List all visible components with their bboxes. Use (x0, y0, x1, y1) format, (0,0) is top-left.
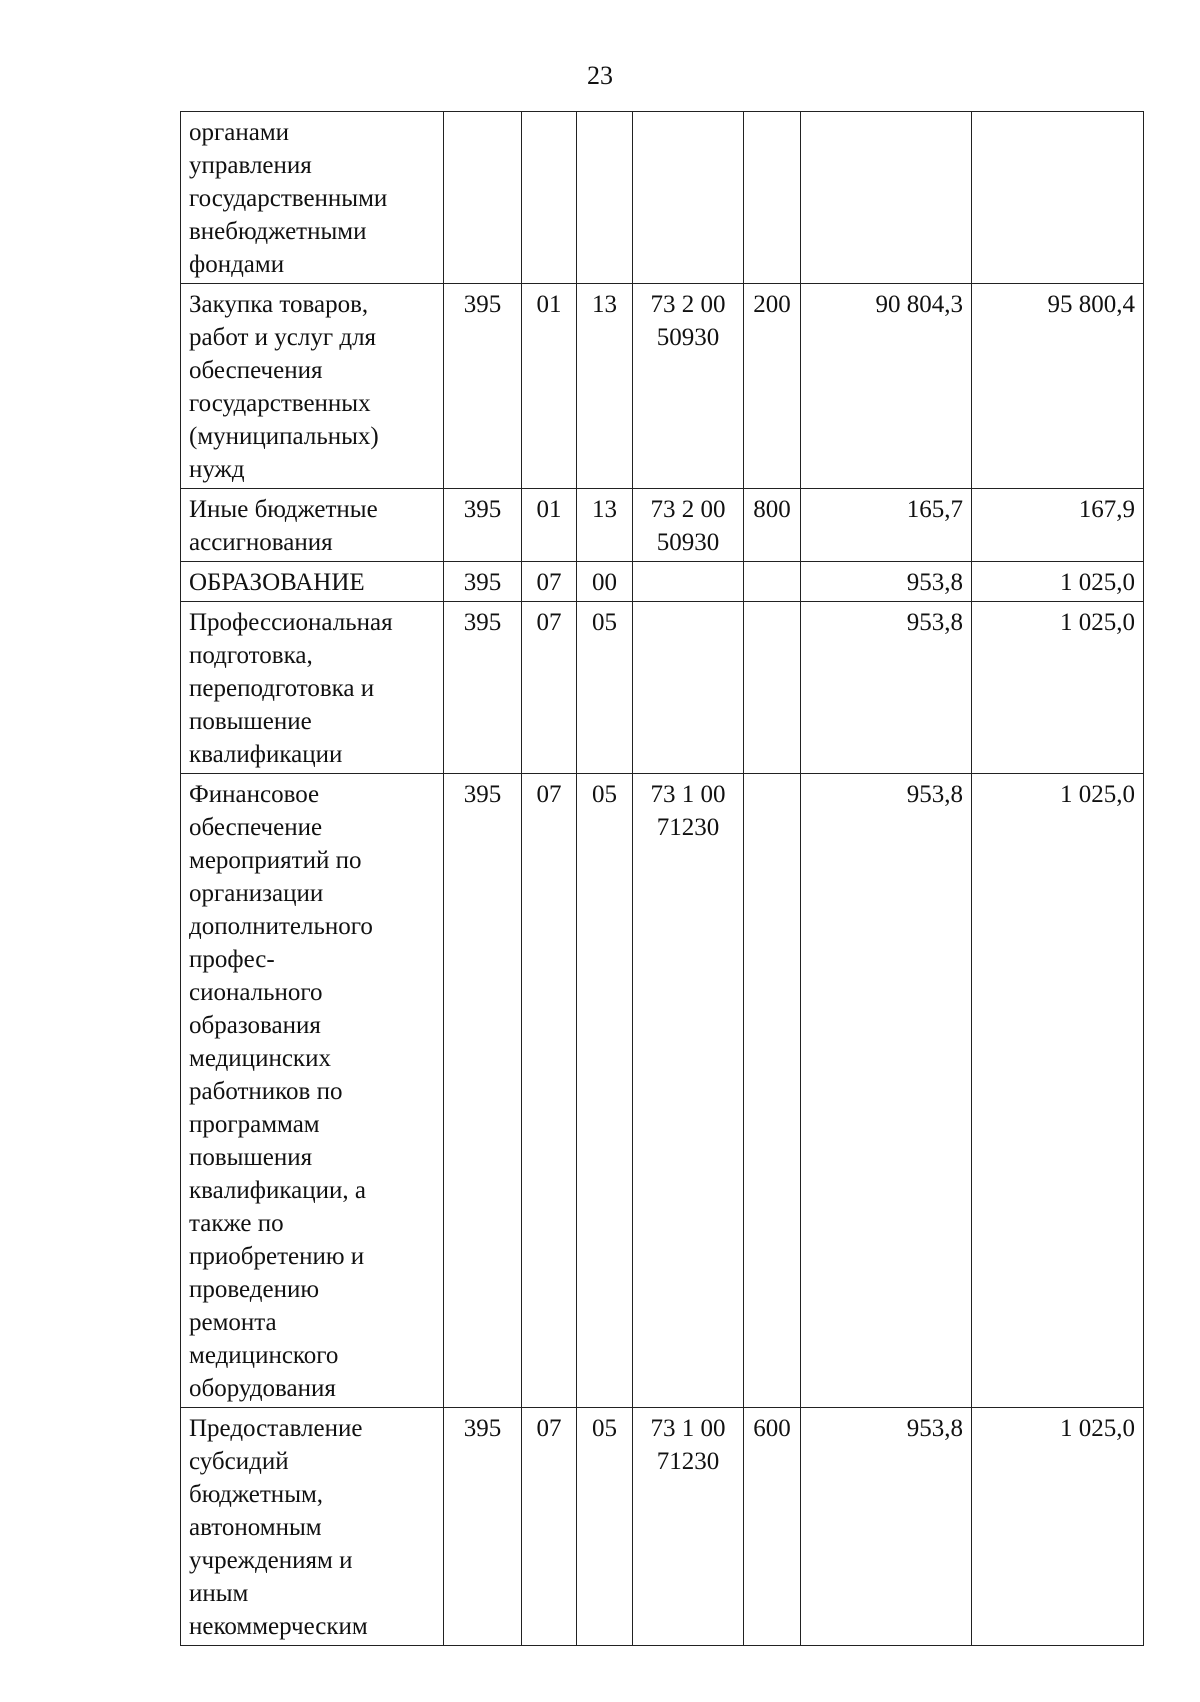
sum-year-2-cell: 167,9 (972, 489, 1144, 562)
row-name-cell: ОБРАЗОВАНИЕ (181, 562, 444, 602)
sum-year-2-cell: 1 025,0 (972, 774, 1144, 1408)
vr-cell (744, 562, 801, 602)
rz-cell: 01 (522, 284, 577, 489)
csr-cell: 73 2 00 50930 (633, 284, 744, 489)
rz-cell (522, 112, 577, 284)
rz-cell: 01 (522, 489, 577, 562)
gr-cell: 395 (444, 562, 522, 602)
rz-cell: 07 (522, 774, 577, 1408)
row-name-cell: органами управления государственными внебюджетными фондами (181, 112, 444, 284)
gr-cell: 395 (444, 284, 522, 489)
vr-cell: 800 (744, 489, 801, 562)
gr-cell: 395 (444, 489, 522, 562)
table-row (181, 1408, 1144, 1646)
row-name-cell: Финансовое обеспечение мероприятий по организации дополнительного профес- сионального образования медицинских работников по программам повышения квалификации, а также по приобретению и проведению ремонта медицинского оборудования (181, 774, 444, 1408)
table-row (181, 774, 1144, 1408)
pr-cell: 13 (577, 489, 633, 562)
row-name-cell: Закупка товаров, работ и услуг для обеспечения государственных (муниципальных) нужд (181, 284, 444, 489)
csr-cell: 73 1 00 71230 (633, 1408, 744, 1646)
pr-cell: 05 (577, 602, 633, 774)
table-row (181, 284, 1144, 489)
gr-cell (444, 112, 522, 284)
sum-year-1-cell: 953,8 (801, 1408, 972, 1646)
sum-year-1-cell: 90 804,3 (801, 284, 972, 489)
pr-cell (577, 112, 633, 284)
sum-year-1-cell: 165,7 (801, 489, 972, 562)
table-row (181, 602, 1144, 774)
sum-year-2-cell (972, 112, 1144, 284)
pr-cell: 05 (577, 774, 633, 1408)
csr-cell (633, 112, 744, 284)
vr-cell (744, 602, 801, 774)
rz-cell: 07 (522, 562, 577, 602)
sum-year-2-cell: 1 025,0 (972, 562, 1144, 602)
row-name-cell: Иные бюджетные ассигнования (181, 489, 444, 562)
budget-table (180, 111, 1144, 1646)
gr-cell: 395 (444, 774, 522, 1408)
table-row (181, 489, 1144, 562)
sum-year-1-cell: 953,8 (801, 602, 972, 774)
row-name-cell: Профессиональная подготовка, переподготовка и повышение квалификации (181, 602, 444, 774)
gr-cell: 395 (444, 1408, 522, 1646)
pr-cell: 13 (577, 284, 633, 489)
vr-cell: 200 (744, 284, 801, 489)
pr-cell: 05 (577, 1408, 633, 1646)
rz-cell: 07 (522, 602, 577, 774)
csr-cell (633, 562, 744, 602)
sum-year-2-cell: 1 025,0 (972, 602, 1144, 774)
csr-cell: 73 2 00 50930 (633, 489, 744, 562)
sum-year-2-cell: 95 800,4 (972, 284, 1144, 489)
sum-year-1-cell (801, 112, 972, 284)
table-row (181, 112, 1144, 284)
sum-year-1-cell: 953,8 (801, 562, 972, 602)
vr-cell: 600 (744, 1408, 801, 1646)
row-name-cell: Предоставление субсидий бюджетным, автономным учреждениям и иным некоммерческим (181, 1408, 444, 1646)
vr-cell (744, 112, 801, 284)
vr-cell (744, 774, 801, 1408)
table-row (181, 562, 1144, 602)
rz-cell: 07 (522, 1408, 577, 1646)
page-number: 23 (587, 61, 613, 90)
sum-year-2-cell: 1 025,0 (972, 1408, 1144, 1646)
csr-cell: 73 1 00 71230 (633, 774, 744, 1408)
sum-year-1-cell: 953,8 (801, 774, 972, 1408)
csr-cell (633, 602, 744, 774)
gr-cell: 395 (444, 602, 522, 774)
pr-cell: 00 (577, 562, 633, 602)
